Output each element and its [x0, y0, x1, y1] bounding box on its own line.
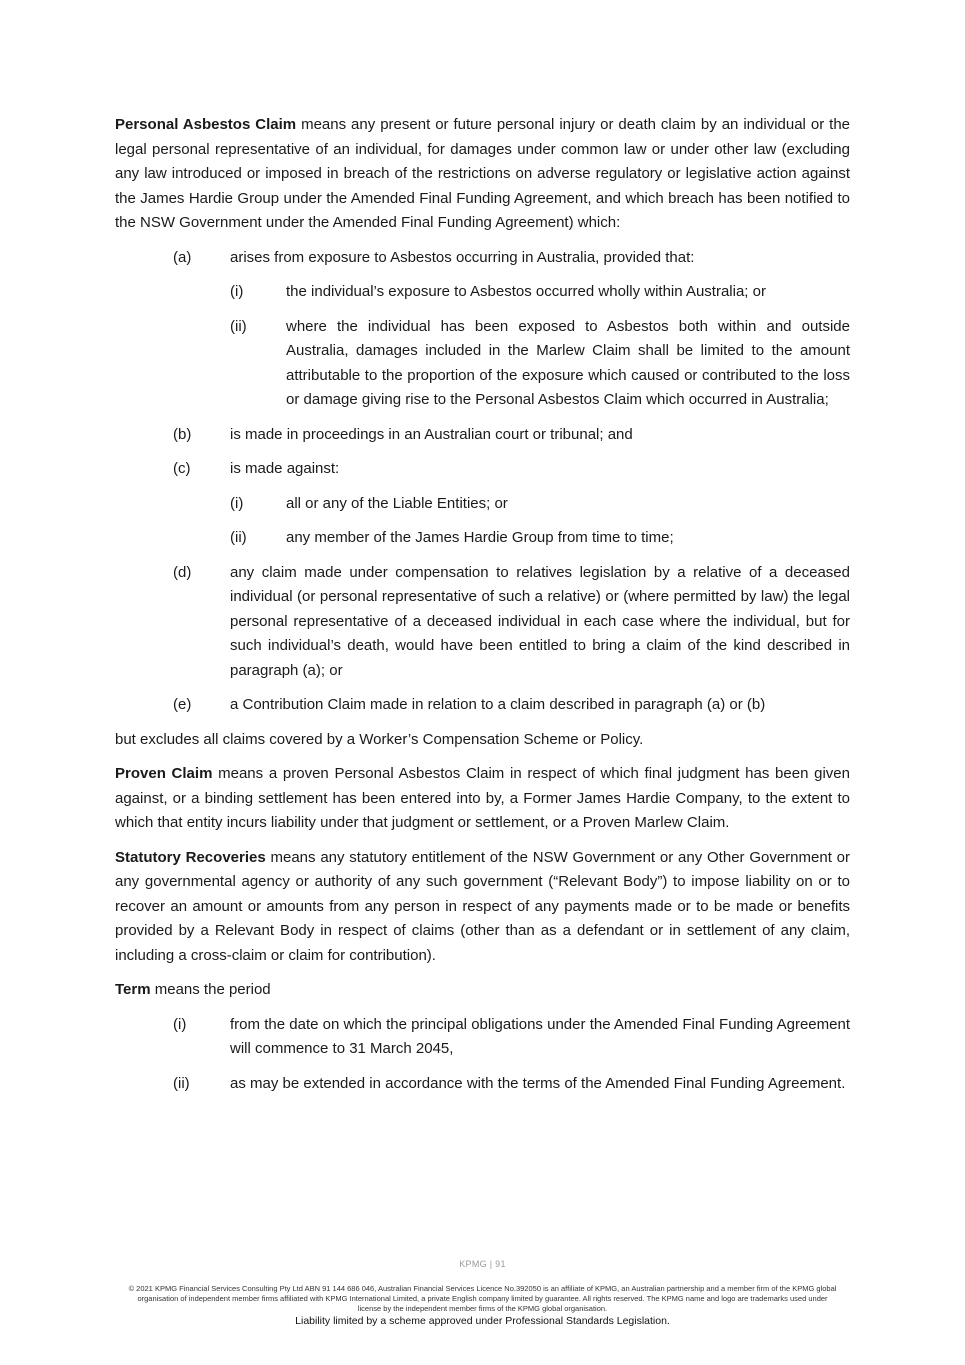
item-label: (i) — [230, 494, 244, 512]
definition-text: means any statutory entitlement of the NSW Government or any Other Government or any governmental agency or authority of any such government (“Relevant Body”) to impose liability on or to recover an amount or amounts from any person in respect of any payments made or to be made or benefits provided by a Relevant Body in respect of claims (other than as a defendant or in settlement of any claim, including a cross-claim or claim for contribution). — [115, 848, 851, 964]
item-text: is made against: — [230, 460, 340, 477]
list-item-term-ii — [115, 1072, 850, 1097]
page-number: KPMG | 91 — [459, 1259, 506, 1269]
item-text: a Contribution Claim made in relation to a claim described in paragraph (a) or (b) — [230, 696, 766, 713]
item-text: from the date on which the principal obligations under the Amended Final Funding Agreement will commence to 31 March 2045, — [230, 1015, 850, 1057]
item-label: (i) — [173, 1015, 187, 1033]
list-item-a — [115, 246, 850, 271]
item-label: (ii) — [230, 529, 247, 546]
document-body — [115, 113, 850, 1106]
item-text: all or any of the Liable Entities; or — [286, 494, 508, 512]
list-item-c-ii — [115, 526, 850, 551]
definition-text: means a proven Personal Asbestos Claim in respect of which final judgment has been given against, or a binding settlement has been entered into by, a Former James Hardie Company, to the extent to which that entity incurs liability under that judgment or settlement, or a Proven Marlew Claim. — [115, 765, 850, 831]
list-item-c — [115, 457, 850, 482]
item-text: the individual’s exposure to Asbestos occurred wholly within Australia; or — [286, 283, 766, 300]
list-item-d — [115, 561, 850, 684]
list-item-b — [115, 423, 850, 448]
definition-statutory-recoveries — [115, 846, 850, 969]
definition-text: means any present or future personal injury or death claim by an individual or the legal personal representative of an individual, for damages under common law or under other law (excluding any law introduced or imposed in breach of the restrictions on adverse regulatory or legislative action against the James Hardie Group under the Amended Final Funding Agreement, and which breach has been notified to the NSW Government under the Amended Final Funding Agreement) which: — [115, 116, 850, 231]
item-label: (i) — [230, 283, 244, 300]
defined-term: Term — [115, 981, 151, 998]
definition-text: means the period — [150, 981, 271, 998]
list-item-c-i — [115, 492, 850, 517]
liability-notice: Liability limited by a scheme approved under Professional Standards Legislation. — [295, 1315, 670, 1327]
item-text: is made in proceedings in an Australian court or tribunal; and — [230, 425, 633, 443]
list-item-term-i — [115, 1013, 850, 1062]
item-label: (a) — [173, 248, 192, 266]
defined-term: Personal Asbestos Claim — [115, 116, 297, 133]
item-label: (d) — [173, 563, 192, 581]
item-label: (e) — [173, 696, 192, 713]
item-text: any member of the James Hardie Group from time to time; — [286, 529, 674, 546]
item-text: arises from exposure to Asbestos occurring in Australia, provided that: — [230, 248, 695, 266]
item-label: (c) — [173, 460, 191, 477]
definition-proven-claim — [115, 762, 850, 836]
item-text: any claim made under compensation to relatives legislation by a relative of a deceased individual (or personal representative of such a relative) or (where permitted by law) the legal personal representative of a deceased individual in each case where the individual, but for such individual’s death, would have been entitled to bring a claim of the kind described in paragraph (a); or — [230, 563, 850, 679]
item-label: (ii) — [173, 1074, 190, 1092]
item-text: as may be extended in accordance with the terms of the Amended Final Funding Agreement. — [230, 1074, 846, 1092]
defined-term: Statutory Recoveries — [115, 848, 266, 866]
list-item-e — [115, 693, 850, 718]
list-item-a-ii — [115, 315, 850, 413]
copyright-notice: © 2021 KPMG Financial Services Consulting Pty Ltd ABN 91 144 686 046, Australian Financial Services Licence No.392050 is an affiliate of KPMG, an Australian partnership and a member firm of the KPMG global organisation of independent member firms affiliated with KPMG International Limited, a private English company limited by guarantee. All rights reserved. The KPMG name and logo are trademarks used under license by the independent member firms of the KPMG global organisation. — [128, 1284, 837, 1313]
list-item-a-i — [115, 280, 850, 305]
definition-term — [115, 978, 850, 1003]
exclusion-clause: but excludes all claims covered by a Worker’s Compensation Scheme or Policy. — [115, 730, 644, 748]
item-label: (ii) — [230, 317, 247, 335]
definition-personal-asbestos-claim — [115, 113, 850, 236]
item-label: (b) — [173, 425, 192, 443]
defined-term: Proven Claim — [115, 765, 213, 782]
item-text: where the individual has been exposed to Asbestos both within and outside Australia, damages included in the Marlew Claim shall be limited to the amount attributable to the proportion of the exposure which caused or contributed to the loss or damage giving rise to the Personal Asbestos Claim which occurred in Australia; — [286, 317, 850, 408]
